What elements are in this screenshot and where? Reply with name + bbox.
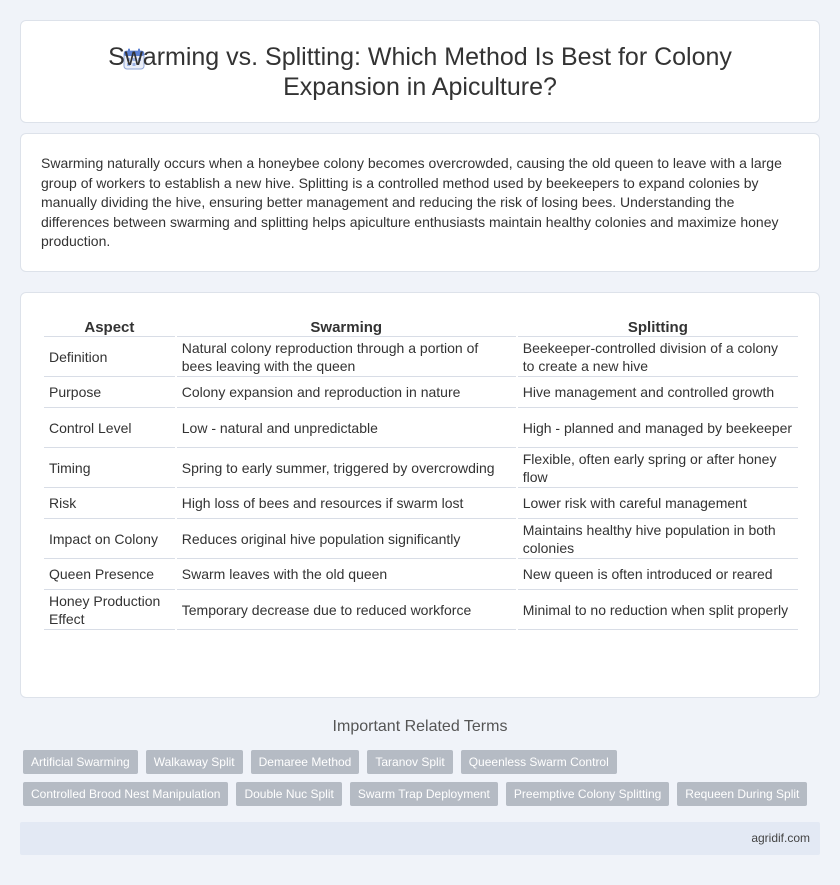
row-splitting: Minimal to no reduction when split properly bbox=[518, 590, 798, 630]
tag-double-nuc-split[interactable]: Double Nuc Split bbox=[236, 782, 341, 806]
row-splitting: New queen is often introduced or reared bbox=[518, 559, 798, 590]
page-title: Swarming vs. Splitting: Which Method Is Best for Colony Expansion in Apiculture? bbox=[108, 42, 732, 101]
row-splitting: Lower risk with careful management bbox=[518, 488, 798, 519]
tag-preemptive-colony-splitting[interactable]: Preemptive Colony Splitting bbox=[506, 782, 669, 806]
table-header-row bbox=[44, 314, 798, 337]
table-row bbox=[44, 488, 798, 519]
table-row bbox=[44, 408, 798, 448]
table-row bbox=[44, 377, 798, 408]
tag-swarm-trap-deployment[interactable]: Swarm Trap Deployment bbox=[350, 782, 498, 806]
title-card bbox=[20, 20, 820, 123]
row-swarming: Reduces original hive population significantly bbox=[177, 519, 516, 559]
footer-site[interactable]: agridif.com bbox=[751, 831, 810, 845]
row-aspect: Definition bbox=[44, 337, 175, 377]
row-swarming: Low - natural and unpredictable bbox=[177, 408, 516, 448]
table-row bbox=[44, 337, 798, 377]
table-row bbox=[44, 559, 798, 590]
row-swarming: Natural colony reproduction through a portion of bees leaving with the queen bbox=[177, 337, 516, 377]
row-aspect: Risk bbox=[44, 488, 175, 519]
related-terms-heading: Important Related Terms bbox=[332, 718, 508, 735]
row-splitting: Beekeeper-controlled division of a colony to create a new hive bbox=[518, 337, 798, 377]
tag-row bbox=[23, 782, 813, 806]
row-aspect: Timing bbox=[44, 448, 175, 488]
row-swarming: Spring to early summer, triggered by overcrowding bbox=[177, 448, 516, 488]
tag-artificial-swarming[interactable]: Artificial Swarming bbox=[23, 750, 138, 774]
related-terms bbox=[23, 750, 813, 814]
row-swarming: Colony expansion and reproduction in nature bbox=[177, 377, 516, 408]
tag-requeen-during-split[interactable]: Requeen During Split bbox=[677, 782, 807, 806]
comparison-table bbox=[42, 314, 800, 630]
row-swarming: High loss of bees and resources if swarm lost bbox=[177, 488, 516, 519]
row-aspect: Honey Production Effect bbox=[44, 590, 175, 630]
row-splitting: Maintains healthy hive population in both colonies bbox=[518, 519, 798, 559]
row-splitting: Hive management and controlled growth bbox=[518, 377, 798, 408]
row-aspect: Control Level bbox=[44, 408, 175, 448]
footer bbox=[20, 822, 820, 855]
tag-queenless-swarm-control[interactable]: Queenless Swarm Control bbox=[461, 750, 617, 774]
row-aspect: Purpose bbox=[44, 377, 175, 408]
table-row bbox=[44, 519, 798, 559]
header-splitting: Splitting bbox=[518, 314, 798, 337]
row-splitting: Flexible, often early spring or after honey flow bbox=[518, 448, 798, 488]
tag-row bbox=[23, 750, 813, 774]
table-row bbox=[44, 590, 798, 630]
intro-paragraph: Swarming naturally occurs when a honeybee colony becomes overcrowded, causing the old queen to leave with a large group of workers to establish a new hive. Splitting is a controlled method used by beekeepers to expand colonies by manually dividing the hive, ensuring better management and reducing the risk of losing bees. Understanding the differences between swarming and splitting helps apiculture enthusiasts maintain healthy colonies and maximize honey production. bbox=[41, 155, 782, 249]
tag-demaree-method[interactable]: Demaree Method bbox=[251, 750, 360, 774]
comparison-card bbox=[20, 292, 820, 698]
table-row bbox=[44, 448, 798, 488]
header-aspect: Aspect bbox=[44, 314, 175, 337]
tag-walkaway-split[interactable]: Walkaway Split bbox=[146, 750, 243, 774]
tag-taranov-split[interactable]: Taranov Split bbox=[367, 750, 452, 774]
row-splitting: High - planned and managed by beekeeper bbox=[518, 408, 798, 448]
row-swarming: Temporary decrease due to reduced workforce bbox=[177, 590, 516, 630]
row-aspect: Queen Presence bbox=[44, 559, 175, 590]
intro-card bbox=[20, 133, 820, 272]
row-swarming: Swarm leaves with the old queen bbox=[177, 559, 516, 590]
tag-controlled-brood-nest-manipulation[interactable]: Controlled Brood Nest Manipulation bbox=[23, 782, 228, 806]
row-aspect: Impact on Colony bbox=[44, 519, 175, 559]
header-swarming: Swarming bbox=[177, 314, 516, 337]
